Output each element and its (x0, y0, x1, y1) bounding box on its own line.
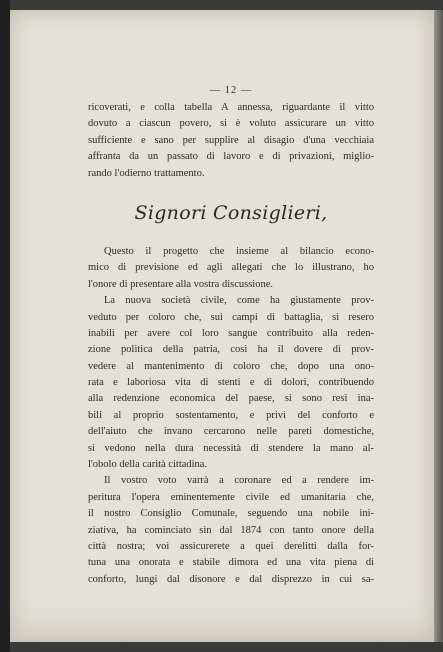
text-line: dell'aiuto che invano cercarono nelle pareti domestiche, (88, 426, 374, 438)
text-line: il nostro Consiglio Comunale, seguendo una nobile ini- (88, 508, 374, 520)
text-line: ziativa, ha cominciato sin dal 1874 con tanto onore della (88, 524, 374, 536)
text-line: alla redenzione economica del paese, si sono resi ina- (88, 393, 374, 405)
paragraph-3 (88, 293, 374, 473)
text-line: mico di previsione ed agli allegati che lo illustrano, ho (88, 262, 374, 274)
text-line: l'obolo della carità cittadina. (88, 459, 208, 471)
text-line: zione politica della patria, così ha il dovere di prov- (88, 344, 374, 356)
text-line: l'onore di presentare alla vostra discussione. (88, 278, 274, 290)
paper-stain (10, 600, 434, 642)
text-line: sufficiente e sano per supplire al disagio d'una vecchiaia (88, 134, 374, 146)
text-line: tuna una onorata e stabile dimora ed una vita piena di (88, 557, 374, 569)
text-line: dovuto a ciascun povero, si è voluto assicurare un vitto (88, 118, 374, 130)
text-line: ricoverati, e colla tabella A annessa, riguardante il vitto (88, 102, 374, 113)
salutation-heading: Signori Consiglieri, (134, 201, 328, 224)
text-line: veduto per coloro che, sui campi di battaglia, si resero (88, 311, 374, 323)
page-number: — 12 — (209, 85, 253, 96)
text-line: affranta da un passato di lavoro e di privazioni, miglio- (88, 151, 374, 163)
text-line: città nostra; voi assicurerete a quei derelitti dalla for- (88, 540, 374, 552)
scan-left-border (0, 0, 10, 652)
text-line: inabili per avere col loro sangue contribuito alla reden- (88, 327, 374, 339)
text-line: Questo il progetto che insieme al bilancio econo- (104, 245, 374, 257)
page-text (88, 84, 374, 588)
paragraph-1 (88, 100, 374, 182)
text-line: rata e laboriosa vita di stenti e di dolori, contribuendo (88, 377, 374, 389)
text-line: Il vostro voto varrà a coronare ed a rendere im- (104, 475, 374, 487)
text-line: bili al proprio sostentamento, e privi del conforto e (88, 409, 374, 421)
text-line: La nuova società civile, come ha giustamente prov- (104, 295, 374, 307)
paragraph-4 (88, 473, 374, 588)
text-line: vedere al mantenimento di coloro che, dopo una ono- (88, 360, 374, 372)
paragraph-2 (88, 244, 374, 293)
text-line: si vedono nella dura necessità di stendere la mano al- (88, 442, 374, 454)
paper-edge (434, 10, 443, 642)
text-line: rando l'odierno trattamento. (88, 167, 205, 179)
text-line: conforto, lungi dal disonore e dal disprezzo in cui sa- (88, 573, 374, 585)
text-line: peritura l'opera eminentemente civile ed umanitaria che, (88, 491, 374, 503)
